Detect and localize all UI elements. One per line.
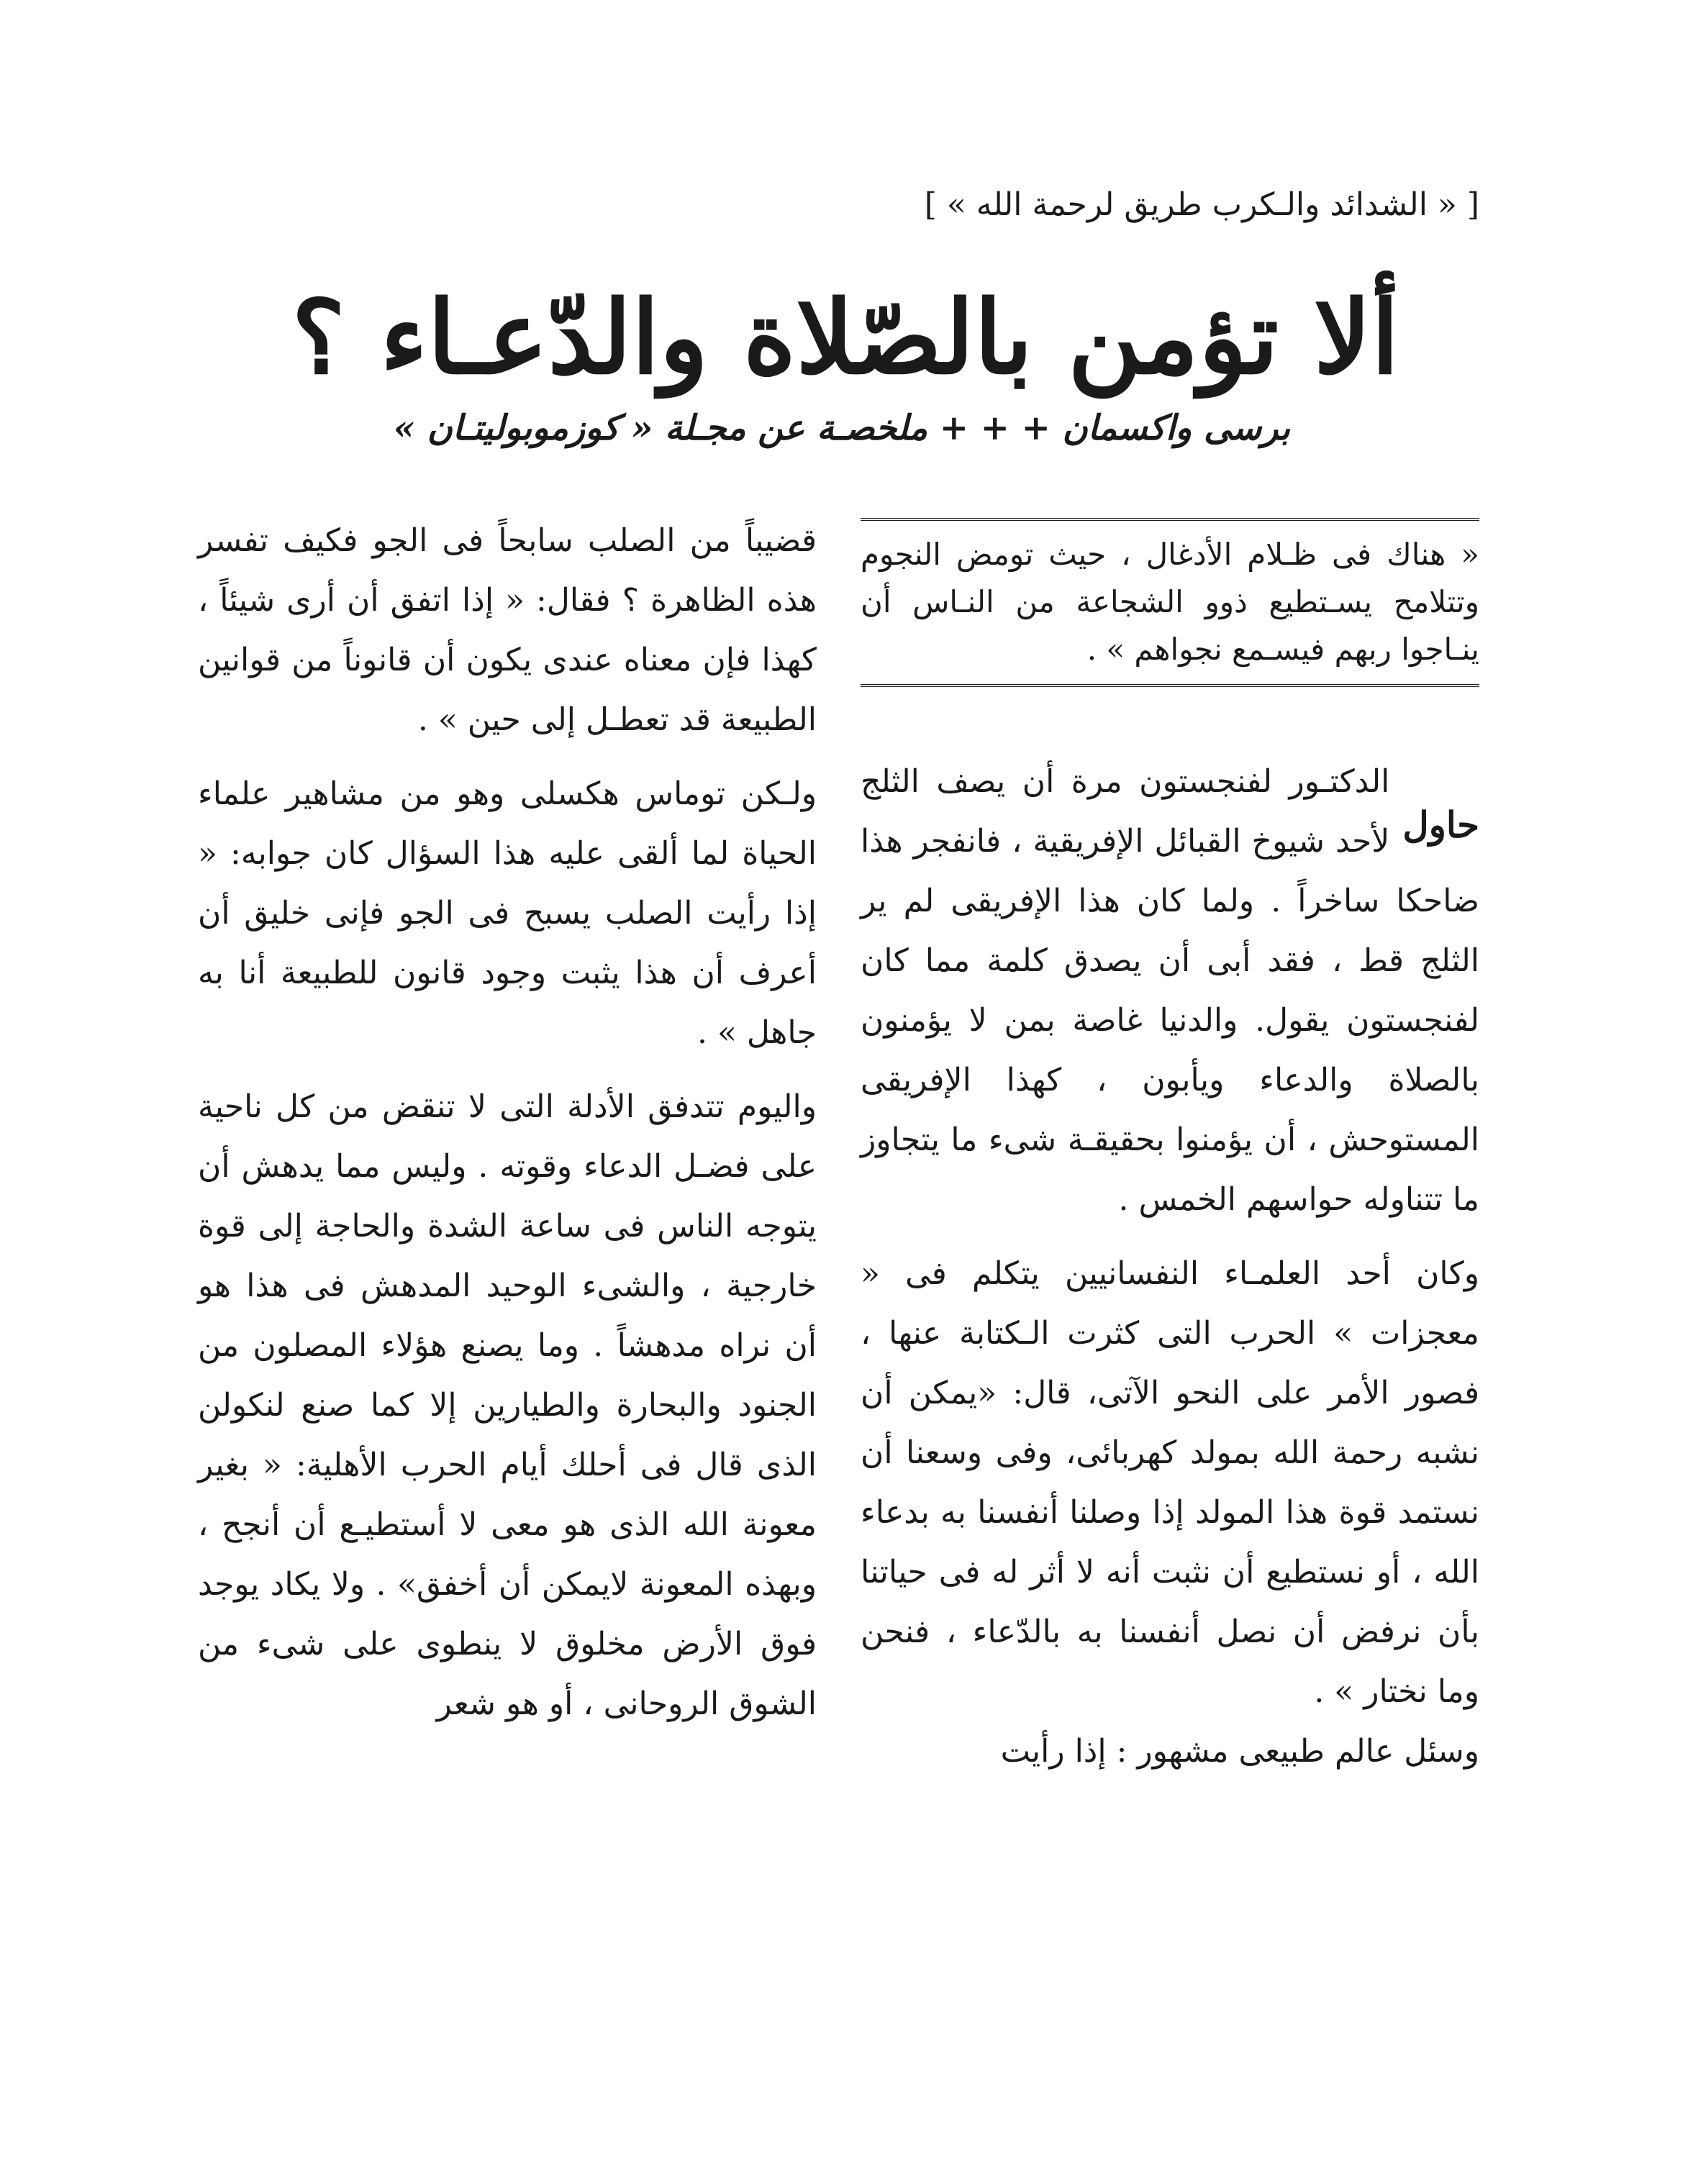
kicker-quote: [ « الشدائد والـكرب طريق لرحمة الله » ] (924, 186, 1479, 223)
headline: ألا تؤمن بالصّلاة والدّعـاء ؟ (291, 279, 1399, 397)
byline: برسى واكسمان + + + ملخصـة عن مجـلة « كوزموبوليتـان » (393, 408, 1291, 448)
left-paragraph-3: واليوم تتدفق الأدلة التى لا تنقض من كل ناحية على فضـل الدعاء وقوته . وليس مما يدهش أن يتوجه الناس فى ساعة الشدة والحاجة إلى قوة خارجية ، والشىء الوحيد المدهش فى هذا هو أن نراه مدهشاً . وما يصنع هؤلاء المصلون من الجنود والبحارة والطيارين إلا كما صنع لنكولن الذى قال فى أحلك أيام الحرب الأهلية: « بغير معونة الله الذى هو معى لا أستطيـع أن أنجح ، وبهذه المعونة لايمكن أن أخفق» . ولا يكاد يوجد فوق الأرض مخلوق لا ينطوى على شىء من الشوق الروحانى ، أو هو شعر (198, 1088, 817, 1722)
left-paragraph-2: ولـكن توماس هكسلى وهو من مشاهير علماء الحياة لما ألقى عليه هذا السؤال كان جوابه: « إذا رأيت الصلب يسبح فى الجو فإنى خليق أن أعرف أن هذا يثبت وجود قانون للطبيعة أنا به جاهل » . (198, 775, 817, 1051)
right-column (861, 752, 1479, 1781)
right-paragraph-3: وسئل عالم طبيعى مشهور : إذا رأيت (1000, 1733, 1479, 1770)
right-paragraph-2: وكان أحد العلمـاء النفسانيين يتكلم فى « معجزات » الحرب التى كثرت الـكتابة عنها ، فصور الأمر على النحو الآتى، قال: «يمكن أن نشبه رحمة الله بمولد كهربائى، وفى وسعنا أن نستمد قوة هذا المولد إذا وصلنا أنفسنا به بدعاء الله ، أو نستطيع أن نثبت أنه لا أثر له فى حياتنا بأن نرفض أن نصل أنفسنا به بالدّعاء ، فنحن وما نختار » . (861, 1255, 1479, 1710)
right-paragraph-1-text: الدكتـور لفنجستون مرة أن يصف الثلج لأحد شيوخ القبائل الإفريقية ، فانفجر هذا ضاحكا ساخراً . ولما كان هذا الإفريقى لم ير الثلج قط ، فقد أبى أن يصدق كلمة مما كان لفنجستون يقول. والدنيا غاصة بمن لا يؤمنون بالصلاة والدعاء ويأبون ، كهذا الإفريقى المستوحش ، أن يؤمنوا بحقيقـة شىء ما يتجاوز ما تتناوله حواسهم الخمس . (861, 763, 1479, 1218)
right-paragraph-1 (861, 752, 1479, 1229)
pull-quote-text: « هناك فى ظـلام الأدغال ، حيث تومض النجوم وتتلامح يسـتطيع ذوو الشجاعة من النـاس أن ينـاجوا ربهم فيسـمع نجواهم » . (861, 537, 1479, 667)
pull-quote (861, 518, 1479, 687)
left-column (198, 511, 817, 1734)
left-paragraph-1: قضيباً من الصلب سابحاً فى الجو فكيف تفسر هذه الظاهرة ؟ فقال: « إذا اتفق أن أرى شيئاً ، كهذا فإن معناه عندى يكون أن قانوناً من قوانين الطبيعة قد تعطـل إلى حين » . (198, 522, 817, 738)
lead-word: حاول (1402, 804, 1479, 846)
